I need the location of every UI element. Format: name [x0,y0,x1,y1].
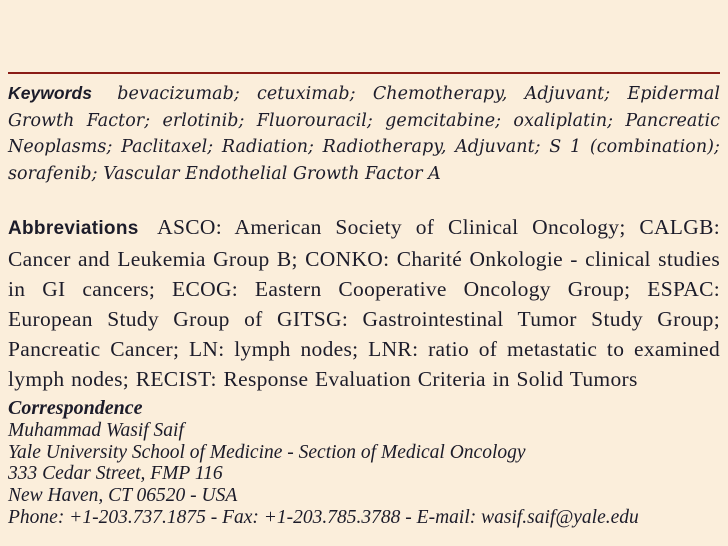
correspondence-block [8,398,720,529]
abbreviations-heading: Abbreviations [8,218,139,239]
keywords-heading: Keywords [8,83,93,103]
correspondence-heading: Correspondence [8,397,143,419]
keywords-text: bevacizumab; cetuximab; Chemotherapy, Adjuvant; Epidermal Growth Factor; erlotinib; Fluorouracil; gemcitabine; oxaliplatin; Pancreatic Neoplasms; Paclitaxel; Radiation; Radiotherapy, Adjuvant; S 1 (combination); sorafenib; Vascular Endothelial Growth Factor A [8,84,720,184]
keywords-paragraph [8,80,720,187]
abbreviations-paragraph [8,212,720,394]
author-city: New Haven, CT 06520 - USA [8,485,238,507]
author-street: 333 Cedar Street, FMP 116 [8,463,223,485]
author-affiliation: Yale University School of Medicine - Section of Medical Oncology [8,441,526,463]
section-divider [8,72,720,74]
author-name: Muhammad Wasif Saif [8,419,184,441]
abbreviations-text: ASCO: American Society of Clinical Oncology; CALGB: Cancer and Leukemia Group B; CONKO: Charité Onkologie - clinical studies in GI cancers; ECOG: Eastern Cooperative Oncology Group; ESPAC: European Study Group of GITSG: Gastrointestinal Tumor Study Group; Pancreatic Cancer; LN: lymph nodes; LNR: ratio of metastatic to examined lymph nodes; RECIST: Response Evaluation Criteria in Solid Tumors [8,215,720,391]
author-contact: Phone: +1-203.737.1875 - Fax: +1-203.785.3788 - E-mail: wasif.saif@yale.edu [8,506,639,528]
